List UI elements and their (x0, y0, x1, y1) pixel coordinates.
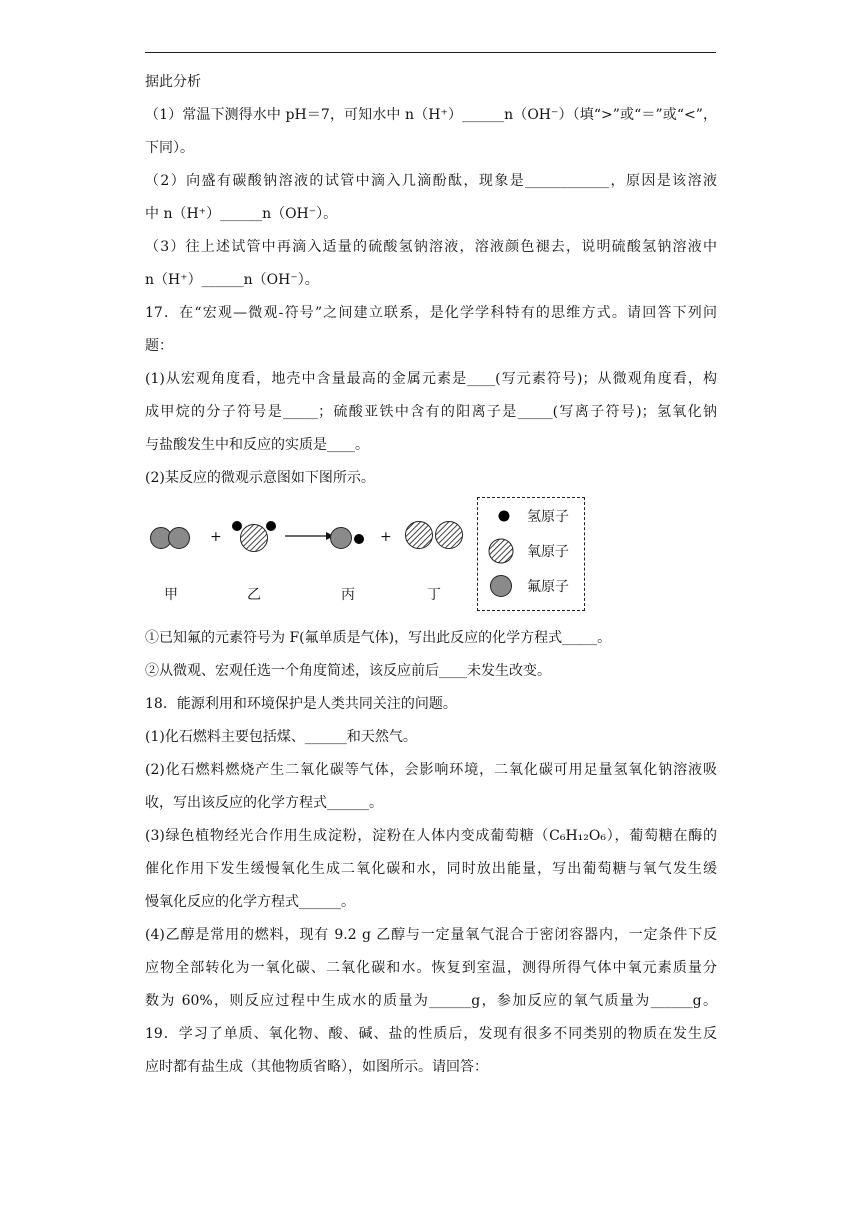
q19-stem-line1: 19．学习了单质、氧化物、酸、碱、盐的性质后，发现有很多不同类别的物质在发生反 (145, 1026, 717, 1042)
plus-sign-1: + (210, 529, 222, 545)
q17-part1-line2: 成甲烷的分子符号是_____；硫酸亚铁中含有的阳离子是_____(写离子符号)；氢氧化钠 (145, 404, 717, 420)
q18-part3-line2: 催化作用下发生缓慢氧化生成二氧化碳和水，同时放出能量，写出葡萄糖与氧气发生缓 (145, 861, 717, 877)
q18-part2-line2: 收，写出该反应的化学方程式______。 (145, 795, 383, 811)
q17-part1-line1: (1)从宏观角度看，地壳中含量最高的金属元素是____(写元素符号)；从微观角度看，构 (145, 371, 717, 387)
q18-part4-line2: 应物全部转化为一氧化碳、二氧化碳和水。恢复到室温，测得所得气体中氧元素质量分 (145, 960, 717, 976)
legend-hydrogen-label: 氢原子 (527, 509, 569, 525)
molecule-jia-f2 (151, 528, 190, 549)
label-ding: 丁 (427, 587, 441, 603)
q17-stem-line1: 17．在“宏观—微观-符号”之间建立联系，是化学学科特有的思维方式。请回答下列问 (145, 305, 717, 321)
q16-part2-line1: （2）向盛有碳酸钠溶液的试管中滴入几滴酚酞，现象是____________，原因是该溶液 (145, 173, 717, 189)
q16-part2-line2: 中 n（H⁺）______n（OH⁻）。 (145, 206, 338, 222)
label-jia: 甲 (164, 587, 178, 603)
document-body (145, 66, 717, 1084)
molecule-ding-o2 (406, 522, 463, 549)
reaction-micro-diagram (145, 497, 717, 622)
q16-part1-line2: 下同）。 (145, 140, 194, 156)
q18-part4-line1: (4)乙醇是常用的燃料，现有 9.2 g 乙醇与一定量氧气混合于密闭容器内，一定条件下反 (145, 927, 717, 943)
q17-part2-line1: (2)某反应的微观示意图如下图所示。 (145, 470, 375, 486)
q17-stem-line2: 题： (145, 338, 173, 354)
molecule-bing-hf (331, 528, 365, 549)
q16-part1-line1: （1）常温下测得水中 pH＝7，可知水中 n（H⁺）______n（OH⁻）（填“>”或“＝”或“<”， (145, 107, 717, 123)
q18-part1: (1)化石燃料主要包括煤、______和天然气。 (145, 729, 417, 745)
label-bing: 丙 (341, 587, 355, 603)
q16-part3-line1: （3）往上述试管中再滴入适量的硫酸氢钠溶液，溶液颜色褪去，说明硫酸氢钠溶液中 (145, 239, 717, 255)
q18-stem: 18．能源利用和环境保护是人类共同关注的问题。 (145, 696, 457, 712)
legend-oxygen-label: 氧原子 (527, 544, 569, 560)
q18-part2-line1: (2)化石燃料燃烧产生二氧化碳等气体，会影响环境，二氧化碳可用足量氢氧化钠溶液吸 (145, 762, 717, 778)
q16-intro: 据此分析 (145, 74, 201, 90)
q17-sub1: ①已知氟的元素符号为 F(氟单质是气体)，写出此反应的化学方程式_____。 (145, 630, 612, 646)
molecule-yi-h2o (232, 521, 276, 552)
header-rule (145, 52, 716, 53)
q19-stem-line2: 应时都有盐生成（其他物质省略），如图所示。请回答： (145, 1059, 488, 1075)
atom-legend (477, 497, 585, 611)
label-yi: 乙 (247, 587, 261, 603)
reaction-arrow (285, 532, 334, 540)
legend-fluorine-label: 氟原子 (527, 579, 569, 595)
q18-part3-line1: (3)绿色植物经光合作用生成淀粉，淀粉在人体内变成葡萄糖（C₆H₁₂O₆），葡萄糖在酶的 (145, 828, 717, 844)
plus-sign-2: + (380, 529, 392, 545)
q18-part4-line3: 数为 60%，则反应过程中生成水的质量为______g，参加反应的氧气质量为______g。 (145, 993, 717, 1009)
q18-part3-line3: 慢氧化反应的化学方程式______。 (145, 894, 355, 910)
q17-part1-line3: 与盐酸发生中和反应的实质是____。 (145, 437, 369, 453)
q17-sub2: ②从微观、宏观任选一个角度简述，该反应前后____未发生改变。 (145, 663, 551, 679)
reaction-diagram-svg (145, 497, 717, 622)
q16-part3-line2: n（H⁺）______n（OH⁻）。 (145, 272, 319, 288)
